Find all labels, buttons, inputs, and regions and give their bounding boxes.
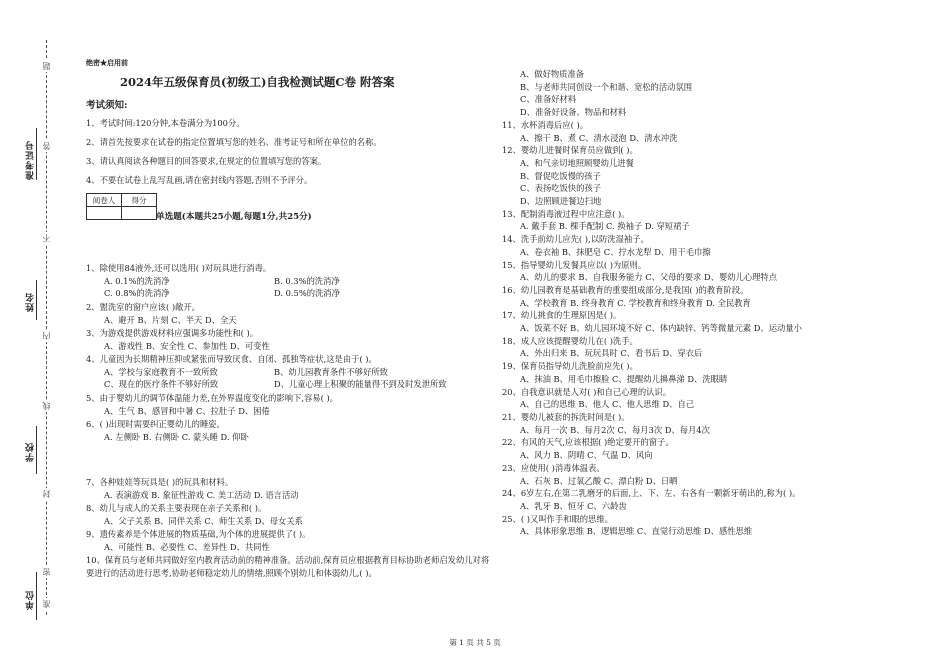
option[interactable]: A、学校与家庭教育不一致所致	[104, 366, 218, 377]
question-3	[86, 327, 491, 352]
exam-number-label: 准考证号	[26, 140, 36, 180]
option[interactable]: A、每月一次 B、每月2次 C、每月3次 D、每月4次	[520, 424, 710, 435]
notice-item: 3、请认真阅读各种题目的回答要求,在规定的位置填写您的答案。	[86, 156, 327, 166]
seal-mark: 题	[42, 62, 51, 70]
question-text: 14、洗手前幼儿应先( ),以防洗湿袖子。	[502, 234, 649, 245]
notice-item: 1、考试时间:120分钟,本卷满分为100分。	[86, 118, 245, 128]
option[interactable]: A、生气 B、感冒和中暑 C、拉肚子 D、困倦	[104, 405, 270, 416]
option[interactable]: A、幼儿的要求 B、自我服务能力 C、父母的要求 D、婴幼儿心理特点	[520, 272, 778, 283]
option[interactable]: A. 0.1%的洗消净	[104, 275, 170, 286]
option[interactable]: A、抹油 B、用毛巾擦脸 C、提醒幼儿擤鼻涕 D、洗眼睛	[520, 373, 728, 384]
option[interactable]: C、表扬吃饭快的孩子	[520, 183, 602, 194]
option[interactable]: A、具体形象思维 B、逻辑思维 C、直觉行动思维 D、感性思维	[520, 526, 753, 537]
secret-mark: 绝密★启用前	[86, 58, 128, 67]
option[interactable]: A、石灰 B、过氧乙酸 C、漂白粉 D、日晒	[520, 475, 678, 486]
question-4	[86, 353, 491, 391]
option[interactable]: C、现在的医疗条件不够好所致	[104, 379, 219, 390]
question-text: 13、配制消毒液过程中应注意( )。	[502, 208, 630, 219]
option[interactable]: A、游戏性 B、安全性 C、参加性 D、可变性	[104, 340, 270, 351]
notice-item: 2、请首先按要求在试卷的指定位置填写您的姓名、准考证号和所在单位的名称。	[86, 137, 382, 147]
question-text: 22、有风的天气,应该根据( )绝定要开的窗子。	[502, 437, 674, 448]
name-label: 姓名	[26, 292, 36, 312]
question-2	[86, 301, 491, 326]
question-text: 24、6岁左右,在第二乳磨牙的后面,上、下、左、右各有一颗新牙萌出的,称为( )。	[502, 488, 801, 499]
option[interactable]: A、学校教育 B. 终身教育 C. 学校教育和终身教育 D. 全民教育	[520, 297, 751, 308]
seal-mark: 不	[42, 234, 51, 242]
unit-label: 单位	[26, 590, 36, 610]
option[interactable]: D、准备好设备、物品和材料	[520, 107, 627, 118]
question-text: 15、指导婴幼儿发餐具应以( )为原则。	[502, 259, 647, 270]
question-text: 10、保育员与老师共同做好室内教育活动前的精神准备。活动前,保育员应根据教育目标协助老师启发幼儿对将要进行的活动进行思考,协助老师稳定幼儿的情绪,照顾个别幼儿和体弱幼儿,( )。	[86, 555, 490, 578]
seal-mark: 准	[42, 600, 51, 608]
option[interactable]: A、卷衣袖 B、抹肥皂 C、拧水龙犁 D、用干毛巾擦	[520, 246, 711, 257]
option[interactable]: B、与老师共同创设一个和谐、宽松的活动氛围	[520, 81, 693, 92]
option[interactable]: A、外出归来 B、玩玩具时 C、看书后 D、穿衣后	[520, 348, 703, 359]
page-title: 2024年五级保育员(初级工)自我检测试题C卷 附答案	[120, 75, 395, 89]
seal-mark: 答	[42, 142, 51, 150]
question-text: 2、盥洗室的窗户应该( )敞开。	[86, 302, 200, 312]
option[interactable]: A. 左侧卧 B. 右侧卧 C. 蒙头睡 D. 仰卧	[104, 431, 249, 442]
option[interactable]: A. 戴手套 B. 棵手配制 C. 换袖子 D. 穿短裙子	[520, 221, 690, 232]
option[interactable]: A. 表演游戏 B. 象征性游戏 C. 美工活动 D. 语言活动	[104, 489, 299, 500]
option[interactable]: B. 0.3%的洗消净	[274, 275, 340, 286]
question-text: 19、保育员指导幼儿洗脸前应先( )。	[502, 361, 638, 372]
option[interactable]: A、乳牙 B、恒牙 C、六龄齿	[520, 500, 627, 511]
grader-header: 阅卷人	[87, 194, 122, 207]
question-text: 20、自我意识就是人对( )和自己心理的认识。	[502, 386, 672, 397]
question-text: 4、儿童因为长期精神压抑或紧张而导致厌食、自闭、孤独等症状,这是由于( )。	[86, 354, 377, 364]
question-text: 3、为游戏提供游戏材料应强调多功能性和( )。	[86, 328, 259, 338]
option[interactable]: D、边照顾进餐边扫地	[520, 196, 602, 207]
question-text: 1、除使用84液外,还可以选用( )对玩具进行消毒。	[86, 263, 272, 273]
exam-number-underline	[36, 128, 37, 180]
score-header: 得分	[122, 194, 157, 207]
seal-mark: 封	[42, 490, 51, 498]
option[interactable]: A、风力 B、阴晴 C、气温 D、风向	[520, 450, 653, 461]
page-footer: 第 1 页 共 5 页	[449, 638, 501, 647]
question-text: 23、应使用( )消毒体温表。	[502, 462, 605, 473]
option[interactable]: D. 0.5%的洗消净	[274, 288, 340, 299]
seal-mark: 线	[42, 402, 51, 410]
question-9	[86, 528, 491, 553]
score-cell[interactable]	[122, 207, 157, 220]
option[interactable]: C. 0.8%的洗消净	[104, 288, 170, 299]
school-label: 学校	[26, 442, 36, 462]
score-table	[86, 193, 157, 220]
unit-underline	[36, 572, 37, 620]
option[interactable]: B、幼儿园教育条件不够好所致	[274, 366, 388, 377]
question-10	[86, 554, 491, 579]
question-text: 7、各种娃娃等玩具是( )的玩具和材料。	[86, 477, 234, 487]
notice-list	[86, 114, 491, 190]
question-8	[86, 502, 491, 527]
question-text: 8、幼儿与成人的关系主要表现在亲子关系和( )。	[86, 503, 267, 513]
option[interactable]: A、自己的思维 B、他人 C、他人思维 D、自己	[520, 399, 695, 410]
question-text: 16、幼儿园教育是基础教育的重要组成部分,是我国( )的教育阶段。	[502, 284, 749, 295]
question-text: 18、成人应该提醒婴幼儿在( )洗手。	[502, 335, 638, 346]
right-column	[502, 68, 922, 538]
option[interactable]: A、和气亲切地照顾婴幼儿进餐	[520, 157, 634, 168]
seal-line	[46, 40, 47, 615]
name-underline	[36, 280, 37, 320]
binding-margin	[0, 0, 70, 671]
question-text: 12、婴幼儿进餐时保育员应做到( )。	[502, 145, 638, 156]
question-text: 17、幼儿挑食的生理原因是( )。	[502, 310, 622, 321]
question-text: 9、遗传素养是个体进展的物质基础,为个体的进展提供了( )。	[86, 529, 311, 539]
option[interactable]: B、督促吃饭慢的孩子	[520, 170, 601, 181]
notice-item: 4、不要在试卷上乱写乱画,请在密封线内答题,否则不予评分。	[86, 175, 313, 185]
question-5	[86, 392, 491, 417]
question-text: 11、水杯消毒后应( )。	[502, 119, 589, 130]
option[interactable]: A、做好物质准备	[520, 69, 585, 79]
grader-cell[interactable]	[87, 207, 122, 220]
option[interactable]: C、准备好材料	[520, 94, 577, 105]
question-1	[86, 262, 491, 300]
option[interactable]: A、避开 B、片刻 C、半天 D、全天	[104, 314, 237, 325]
question-text: 25、( )又叫作手和眼的思维。	[502, 513, 613, 524]
question-text: 6、( )出现时需要纠正婴幼儿的睡姿。	[86, 419, 225, 429]
section-title: 单选题(本题共25小题,每题1分,共25分)	[156, 212, 312, 222]
school-underline	[36, 426, 37, 474]
notice-title: 考试须知:	[86, 100, 128, 111]
option[interactable]: D、儿童心理上积聚的能量得不到及时发泄所致	[274, 379, 447, 390]
question-text: 5、由于婴幼儿的调节体温能力差,在外界温度变化的影响下,容易( )。	[86, 393, 338, 403]
option[interactable]: A、可能性 B、必要性 C、差异性 D、共同性	[104, 541, 270, 552]
seal-mark: 密	[42, 568, 51, 576]
question-6	[86, 418, 491, 443]
question-7	[86, 476, 491, 501]
option[interactable]: A、擦干 B、煮 C、清水浸泡 D、清水冲洗	[520, 132, 678, 143]
seal-mark: 内	[42, 332, 51, 340]
option[interactable]: A、父子关系 B、同伴关系 C、师生关系 D、母女关系	[104, 515, 303, 526]
question-text: 21、婴幼儿被套的拆洗时间是( )。	[502, 411, 630, 422]
option[interactable]: A、饭菜不好 B、幼儿园环境不好 C、体内缺锌、钙等微量元素 D、运动量小	[520, 323, 802, 334]
